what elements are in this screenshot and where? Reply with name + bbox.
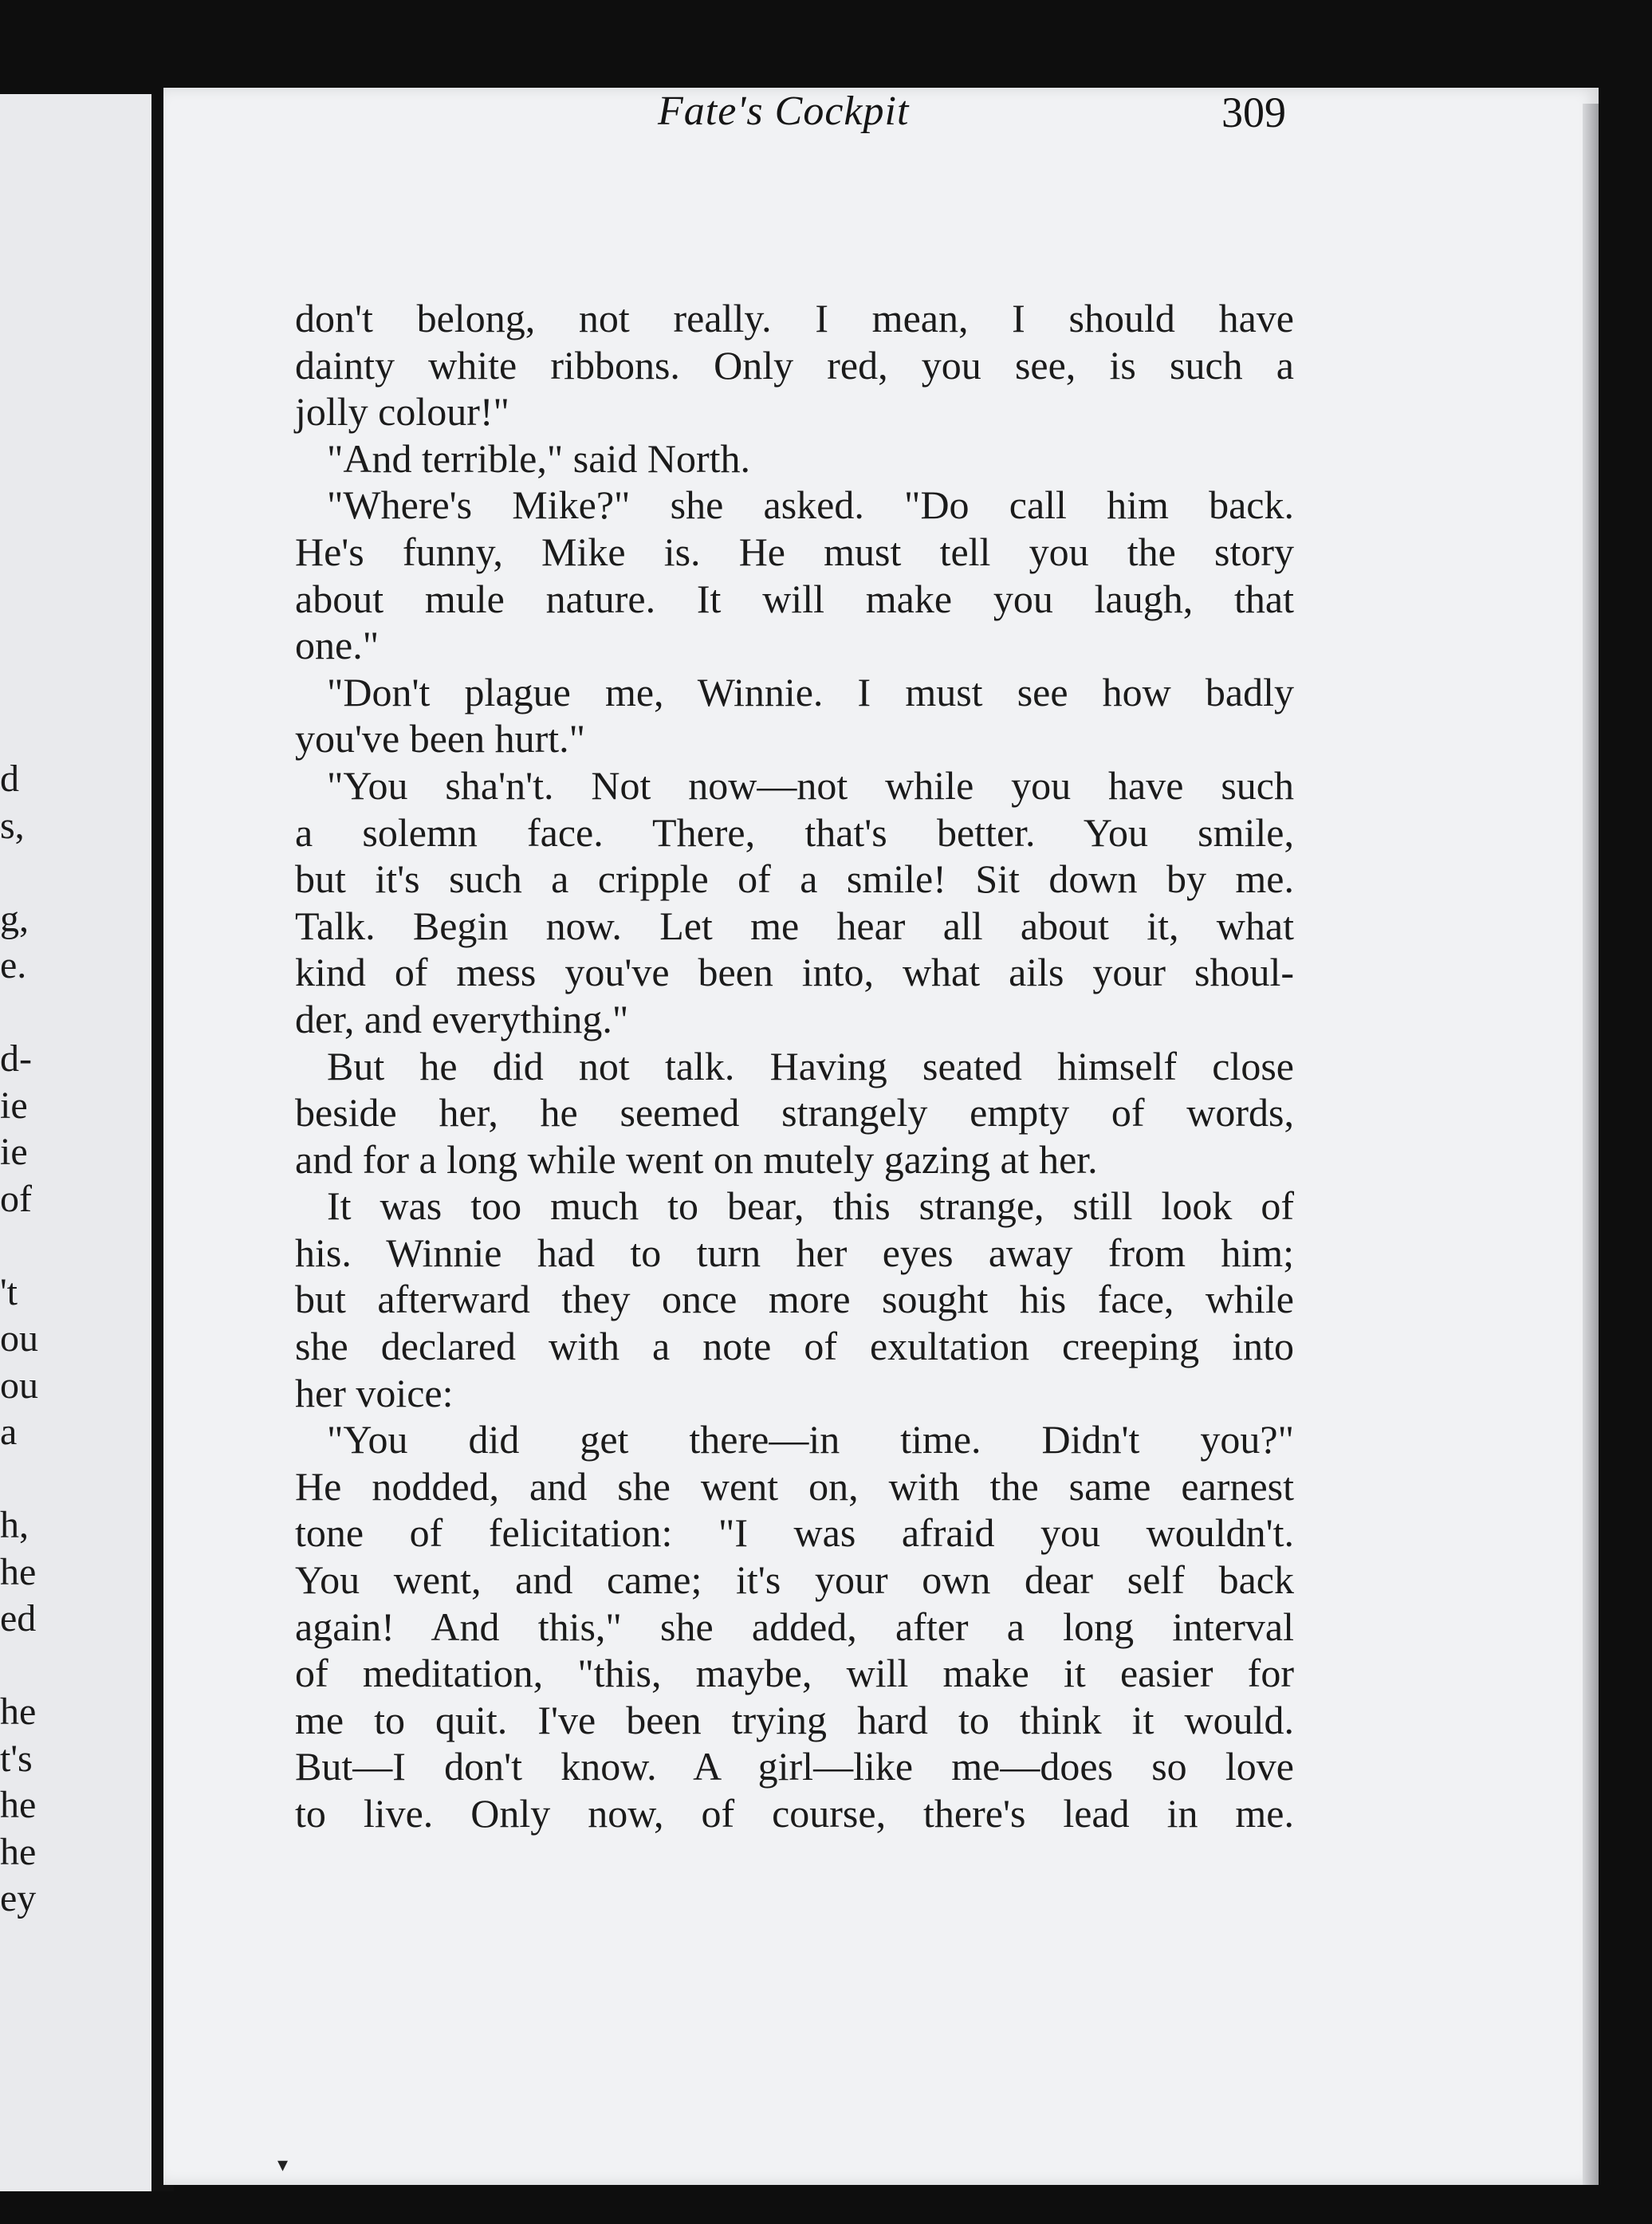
- left-page-fragment: he: [0, 1691, 37, 1733]
- text-line: don't belong, not really. I mean, I should have: [295, 296, 1294, 340]
- left-page-fragments: [0, 756, 48, 1923]
- left-page-fragment: t's: [0, 1737, 33, 1780]
- left-page-fragment: ey: [0, 1877, 37, 1919]
- text-line: der, and everything.": [295, 996, 629, 1041]
- text-line: Talk. Begin now. Let me hear all about it, what: [295, 903, 1294, 948]
- text-line: It was too much to bear, this strange, still look of: [327, 1183, 1294, 1229]
- page-number: 309: [1221, 89, 1286, 136]
- text-line: again! And this," she added, after a long interval: [295, 1604, 1294, 1649]
- text-line: He's funny, Mike is. He must tell you the story: [295, 529, 1294, 574]
- left-page-fragment: [0, 849, 48, 896]
- left-page-fragment: ie: [0, 1084, 28, 1127]
- text-line: But he did not talk. Having seated himself close: [327, 1043, 1294, 1088]
- text-line: you've been hurt.": [295, 716, 586, 762]
- text-line: "And terrible," said North.: [327, 435, 750, 481]
- left-page-fragment: e.: [0, 944, 27, 986]
- text-line: but afterward they once more sought his face, while: [295, 1277, 1294, 1322]
- left-page-fragment: ed: [0, 1597, 37, 1639]
- left-page-fragment: he: [0, 1784, 37, 1826]
- text-line: his. Winnie had to turn her eyes away from him;: [295, 1230, 1294, 1275]
- running-head: Fate's Cockpit: [658, 89, 910, 134]
- text-line: one.": [295, 623, 380, 668]
- page-edge: [1583, 104, 1599, 2185]
- left-page-fragment: ie: [0, 1131, 28, 1173]
- left-page-fragment: he: [0, 1830, 37, 1873]
- text-line: You went, and came; it's your own dear self back: [295, 1557, 1294, 1603]
- body-text: [295, 295, 1294, 1837]
- left-page-fragment: g,: [0, 897, 29, 940]
- left-page-fragment: he: [0, 1550, 37, 1593]
- text-line: me to quit. I've been trying hard to think it would.: [295, 1697, 1294, 1742]
- text-line: about mule nature. It will make you laugh, that: [295, 576, 1294, 621]
- left-page-fragment: [0, 1643, 48, 1690]
- left-page-fragment: ou: [0, 1364, 38, 1407]
- left-page-fragment: of: [0, 1177, 32, 1220]
- text-line: and for a long while went on mutely gazing at her.: [295, 1136, 1098, 1182]
- text-line: "You did get there—in time. Didn't you?": [327, 1417, 1294, 1462]
- text-line: her voice:: [295, 1370, 454, 1415]
- text-line: "Don't plague me, Winnie. I must see how badly: [327, 669, 1294, 714]
- left-page-fragment: a: [0, 1411, 18, 1453]
- text-line: "You sha'n't. Not now—not while you have such: [327, 762, 1294, 808]
- stray-mark-icon: ▾: [277, 2153, 289, 2176]
- text-line: to live. Only now, of course, there's lead in me.: [295, 1791, 1294, 1836]
- text-line: she declared with a note of exultation creeping into: [295, 1324, 1294, 1369]
- text-line: dainty white ribbons. Only red, you see, is such a: [295, 342, 1294, 388]
- left-page-fragment: d: [0, 758, 19, 800]
- left-page-fragment: d-: [0, 1037, 32, 1080]
- left-page-fragment: [0, 1456, 48, 1503]
- left-page-fragment: h,: [0, 1504, 29, 1546]
- text-line: "Where's Mike?" she asked. "Do call him back.: [327, 482, 1294, 528]
- text-line: tone of felicitation: "I was afraid you wouldn't.: [295, 1510, 1294, 1556]
- left-page-fragment: [0, 990, 48, 1037]
- text-line: jolly colour!": [295, 389, 509, 435]
- text-line: of meditation, "this, maybe, will make it easier for: [295, 1651, 1294, 1696]
- left-page: [0, 94, 151, 2191]
- left-page-fragment: 't: [0, 1270, 18, 1313]
- text-line: a solemn face. There, that's better. You smile,: [295, 809, 1294, 855]
- left-page-fragment: ou: [0, 1317, 38, 1360]
- left-page-fragment: s,: [0, 804, 25, 847]
- text-line: kind of mess you've been into, what ails your shoul-: [295, 950, 1294, 995]
- text-line: but it's such a cripple of a smile! Sit down by me.: [295, 856, 1294, 902]
- left-page-fragment: [0, 1222, 48, 1269]
- text-line: But—I don't know. A girl—like me—does so love: [295, 1744, 1294, 1789]
- text-line: He nodded, and she went on, with the same earnest: [295, 1463, 1294, 1509]
- text-line: beside her, he seemed strangely empty of words,: [295, 1090, 1294, 1136]
